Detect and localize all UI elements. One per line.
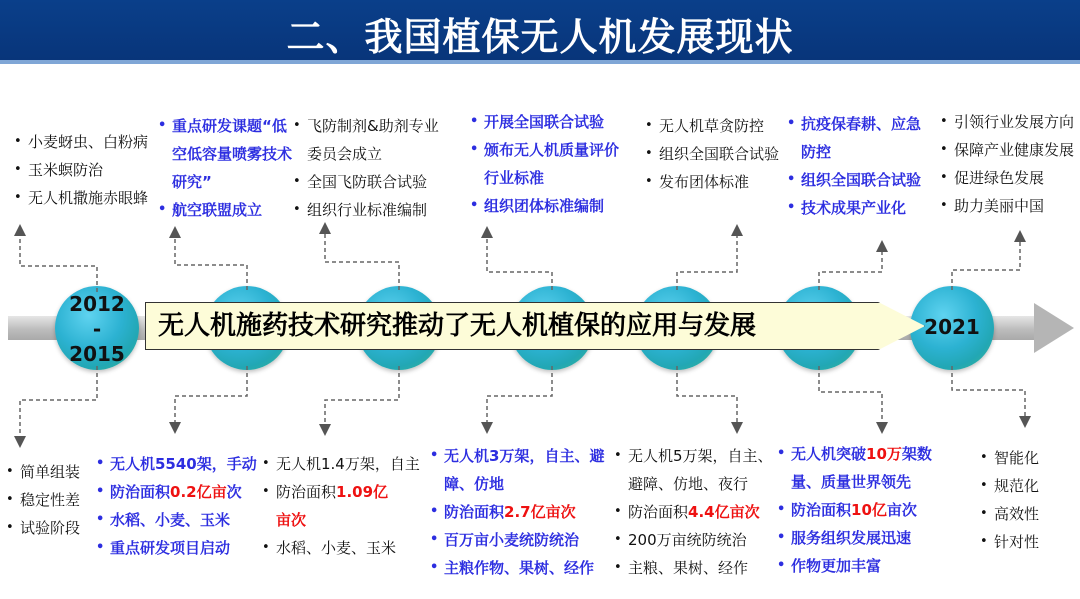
- highlight-value: 10亿: [851, 501, 887, 519]
- top-list-4: [470, 108, 620, 220]
- list-item: • 小麦蚜虫、白粉病: [14, 128, 154, 156]
- list-item: • 防治面积2.7亿亩次: [430, 498, 605, 526]
- list-item: • 水稻、小麦、玉米: [96, 506, 258, 534]
- list-item: • 200万亩统防统治: [614, 526, 780, 554]
- list-item: • 无人机突破10万架数量、质量世界领先: [777, 440, 942, 496]
- list-item: • 无人机撒施赤眼蜂: [14, 184, 154, 212]
- list-item: • 无人机1.4万架，自主: [262, 450, 422, 478]
- bottom-list-6: [777, 440, 942, 580]
- list-item: • 引领行业发展方向: [940, 108, 1078, 136]
- bottom-list-2: [96, 450, 258, 562]
- list-item: • 智能化: [980, 444, 1070, 472]
- list-item: • 防治面积4.4亿亩次: [614, 498, 780, 526]
- list-item: • 保障产业健康发展: [940, 136, 1078, 164]
- list-item: • 组织团体标准编制: [470, 192, 620, 220]
- highlight-value: 10万: [866, 445, 902, 463]
- list-item: • 组织全国联合试验: [645, 140, 780, 168]
- list-item: • 服务组织发展迅速: [777, 524, 942, 552]
- bottom-list-3: [262, 450, 422, 562]
- list-item: • 抗疫保春耕、应急防控: [787, 110, 922, 166]
- bottom-list-7: [980, 444, 1070, 556]
- connector-top-3: [325, 228, 399, 290]
- list-item: • 主粮、果树、经作: [614, 554, 780, 582]
- top-list-1: [14, 128, 154, 212]
- connector-bottom-7: [952, 366, 1025, 422]
- list-item: • 百万亩小麦统防统治: [430, 526, 605, 554]
- list-item: • 组织行业标准编制: [293, 196, 443, 224]
- node-label-2021: 2021: [924, 315, 980, 339]
- bottom-list-4: [430, 442, 605, 582]
- page-title: 二、我国植保无人机发展现状: [286, 15, 794, 59]
- list-item: • 简单组装: [6, 458, 106, 486]
- node-label-2012-2015: 2012 - 2015: [69, 292, 125, 366]
- top-list-6: [787, 110, 922, 222]
- connector-bottom-1: [20, 366, 97, 442]
- list-item: • 防治面积0.2亿亩次: [96, 478, 258, 506]
- bottom-list-1: [6, 458, 106, 542]
- connector-bottom-6: [819, 366, 882, 428]
- list-item: • 重点研发课题“低空低容量喷雾技术研究”: [158, 112, 293, 196]
- list-item: • 稳定性差: [6, 486, 106, 514]
- connector-bottom-5: [677, 366, 737, 428]
- list-item: • 高效性: [980, 500, 1070, 528]
- list-item: • 开展全国联合试验: [470, 108, 620, 136]
- list-item: • 全国飞防联合试验: [293, 168, 443, 196]
- connector-top-4: [487, 232, 552, 290]
- list-item: • 无人机5540架，手动: [96, 450, 258, 478]
- top-list-2: [158, 112, 293, 224]
- list-item: • 无人机3万架，自主、避障、仿地: [430, 442, 605, 498]
- list-item: • 航空联盟成立: [158, 196, 293, 224]
- list-item: • 颁布无人机质量评价行业标准: [470, 136, 620, 192]
- list-item: • 规范化: [980, 472, 1070, 500]
- top-list-3: [293, 112, 443, 224]
- highlight-value: 4.4亿亩次: [688, 503, 760, 521]
- list-item: • 玉米螟防治: [14, 156, 154, 184]
- center-banner-text: 无人机施药技术研究推动了无人机植保的应用与发展: [158, 311, 757, 341]
- connector-top-6: [819, 246, 882, 290]
- connector-bottom-3: [325, 366, 399, 430]
- highlight-value: 0.2亿亩: [170, 483, 227, 501]
- list-item: • 发布团体标准: [645, 168, 780, 196]
- connector-bottom-4: [487, 366, 552, 428]
- list-item: • 技术成果产业化: [787, 194, 922, 222]
- list-item: • 无人机5万架，自主、避障、仿地、夜行: [614, 442, 780, 498]
- list-item: • 作物更加丰富: [777, 552, 942, 580]
- list-item: • 防治面积1.09亿亩次: [262, 478, 402, 534]
- list-item: • 促进绿色发展: [940, 164, 1078, 192]
- connector-top-1: [20, 230, 97, 292]
- connector-top-7: [952, 236, 1020, 290]
- list-item: • 组织全国联合试验: [787, 166, 922, 194]
- list-item: • 针对性: [980, 528, 1070, 556]
- list-item: • 防治面积10亿亩次: [777, 496, 942, 524]
- connector-top-2: [175, 232, 247, 290]
- list-item: • 助力美丽中国: [940, 192, 1078, 220]
- highlight-value: 2.7亿亩次: [504, 503, 576, 521]
- top-list-7: [940, 108, 1078, 220]
- connector-top-5: [677, 230, 737, 290]
- list-item: • 重点研发项目启动: [96, 534, 258, 562]
- list-item: • 飞防制剂&助剂专业委员会成立: [293, 112, 443, 168]
- list-item: • 主粮作物、果树、经作: [430, 554, 605, 582]
- list-item: • 试验阶段: [6, 514, 106, 542]
- list-item: • 水稻、小麦、玉米: [262, 534, 422, 562]
- top-list-5: [645, 112, 780, 196]
- list-item: • 无人机草贪防控: [645, 112, 780, 140]
- connector-bottom-2: [175, 366, 247, 428]
- highlight-value: 1.09亿亩次: [276, 483, 389, 529]
- bottom-list-5: [614, 442, 780, 582]
